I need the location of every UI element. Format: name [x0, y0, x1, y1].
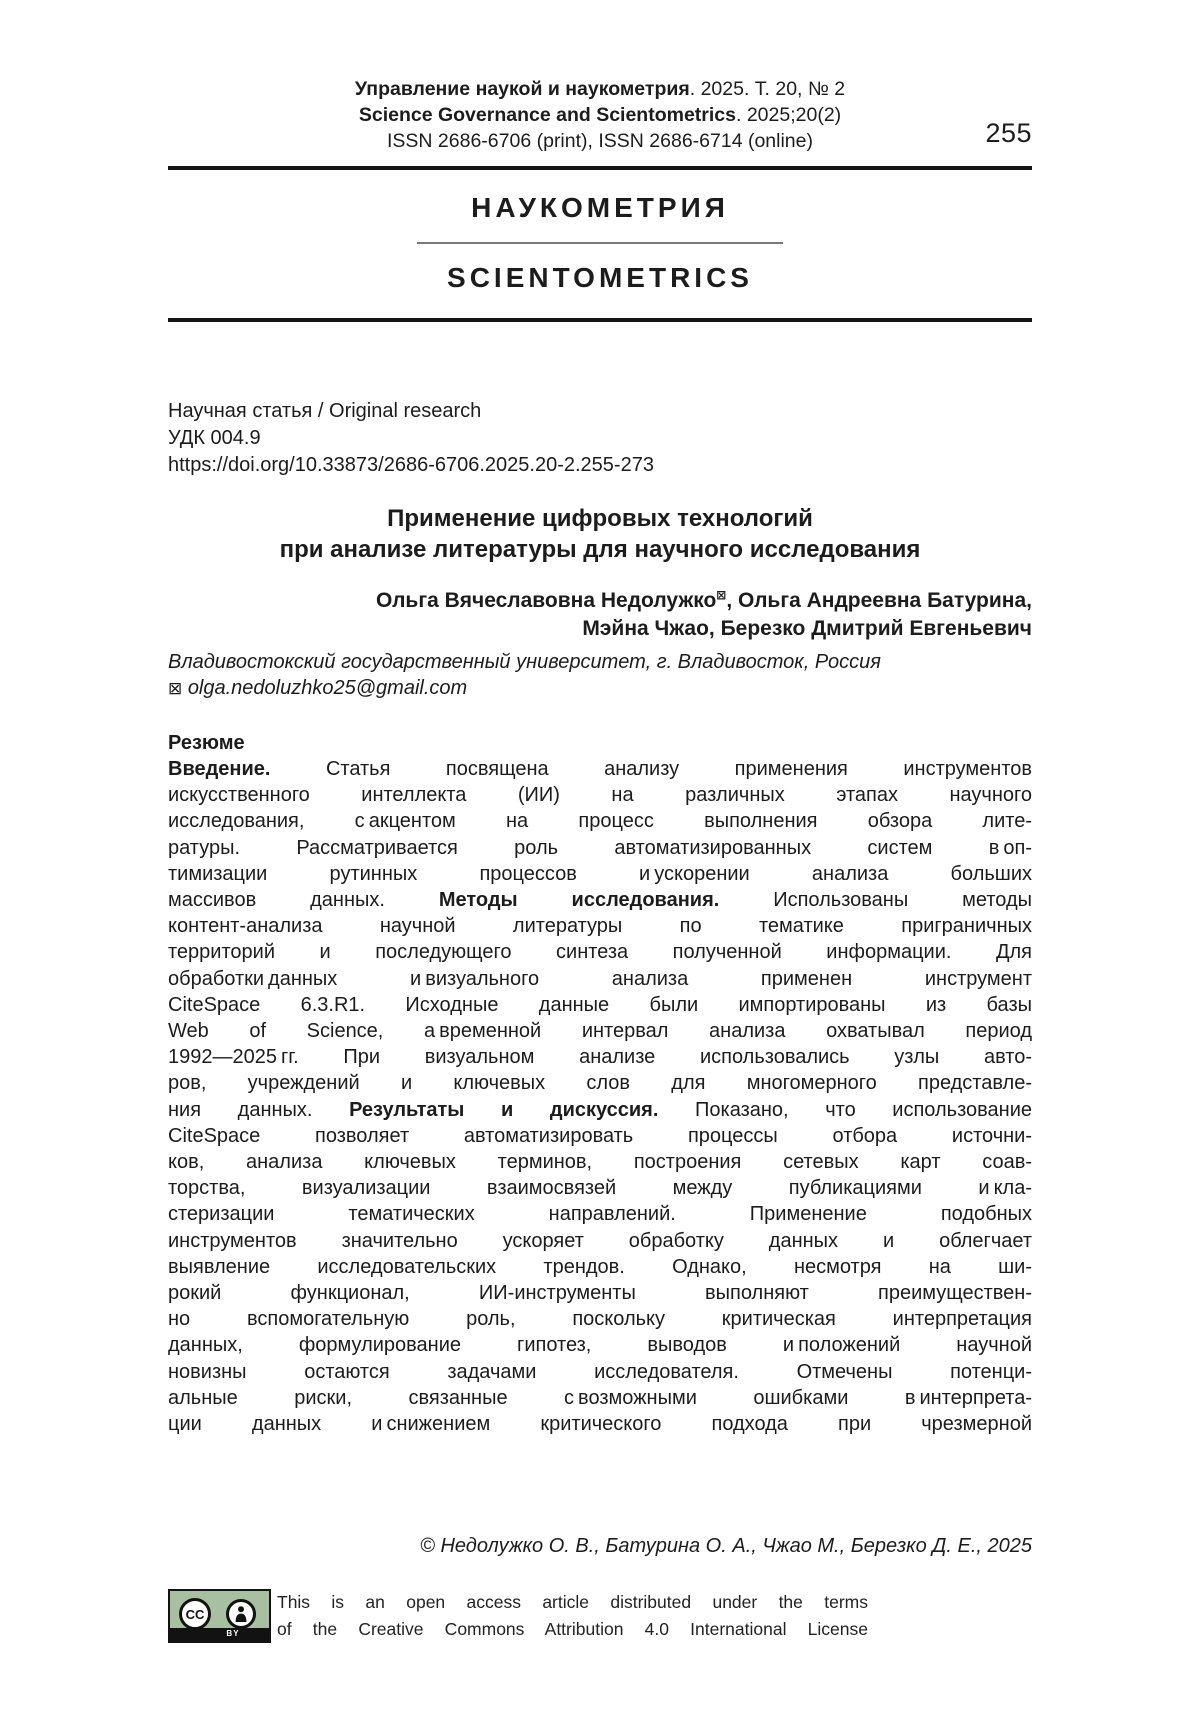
abstract-line: выявление исследовательских трендов. Однако, несмотря на ши-: [168, 1255, 1032, 1278]
attribution-person-icon: [226, 1599, 256, 1629]
license-line: This is an open access article distributed under the terms: [277, 1592, 868, 1613]
cc-by-strip: [170, 1628, 269, 1641]
abstract-line: Web of Science, а временной интервал анализа охватывал период: [168, 1020, 1032, 1043]
abstract-line: территорий и последующего синтеза полученной информации. Для: [168, 941, 1032, 964]
section-divider-line: [417, 242, 783, 244]
abstract-line: тимизации рутинных процессов и ускорении анализа больших: [168, 862, 1032, 885]
abstract-line: рокий функционал, ИИ-инструменты выполняют преимуществен-: [168, 1282, 1032, 1305]
journal-issue-ru: . 2025. Т. 20, № 2: [689, 78, 846, 100]
article-meta: [168, 398, 1032, 479]
article-title-line2: при анализе литературы для научного исследования: [279, 536, 921, 563]
copyright-line: © Недолужко О. В., Батурина О. А., Чжао М., Березко Д. Е., 2025: [420, 1535, 1032, 1558]
corresponding-envelope-icon: ⊠: [716, 588, 727, 602]
affiliation: Владивостокский государственный университет, г. Владивосток, Россия: [168, 651, 881, 673]
corresponding-email-line: [168, 675, 1032, 702]
journal-name-ru: Управление наукой и наукометрия: [354, 78, 690, 100]
page-number: 255: [985, 118, 1032, 148]
doi-link[interactable]: https://doi.org/10.33873/2686-6706.2025.20-2.255-273: [168, 454, 654, 476]
envelope-icon: ⊠: [168, 679, 183, 698]
section-heading-en: SCIENTOMETRICS: [447, 262, 753, 293]
horizontal-rule-bottom: [168, 318, 1032, 322]
abstract-line: торства, визуализации взаимосвязей между публикациями и кла-: [168, 1177, 1032, 1200]
cc-by-license-badge[interactable]: [168, 1589, 271, 1643]
article-title: [168, 503, 1032, 565]
abstract-heading: Резюме: [168, 732, 245, 754]
abstract-line: CiteSpace позволяет автоматизировать процессы отбора источни-: [168, 1124, 1032, 1147]
abstract-line: исследования, с акцентом на процесс выполнения обзора лите-: [168, 810, 1032, 833]
cc-by-label: BY: [226, 1629, 240, 1639]
abstract-line: данных, формулирование гипотез, выводов и положений научной: [168, 1334, 1032, 1357]
license-line: of the Creative Commons Attribution 4.0 International License: [277, 1619, 868, 1640]
journal-issn: ISSN 2686-6706 (print), ISSN 2686-6714 (online): [387, 130, 813, 152]
abstract-line: но вспомогательную роль, поскольку критическая интерпретация: [168, 1308, 1032, 1331]
journal-header: [168, 0, 1032, 154]
abstract-line: 1992—2025 гг. При визуальном анализе использовались узлы авто-: [168, 1046, 1032, 1069]
abstract-line: искусственного интеллекта (ИИ) на различных этапах научного: [168, 784, 1032, 807]
udc-code: УДК 004.9: [168, 427, 261, 449]
abstract-line: ров, учреждений и ключевых слов для многомерного представле-: [168, 1072, 1032, 1095]
abstract-line: ратуры. Рассматривается роль автоматизированных систем в оп-: [168, 836, 1032, 859]
journal-title-en: [168, 102, 1032, 128]
abstract-line: обработки данных и визуального анализа применен инструмент: [168, 967, 1032, 990]
cc-logo-icon: CC: [179, 1598, 211, 1630]
abstract-line: CiteSpace 6.3.R1. Исходные данные были импортированы из базы: [168, 993, 1032, 1016]
abstract-line: Введение. Статья посвящена анализу применения инструментов: [168, 758, 1032, 780]
abstract-line: ния данных. Результаты и дискуссия. Показано, что использование: [168, 1098, 1032, 1121]
license-footer: [168, 1589, 1032, 1643]
license-statement: [277, 1589, 868, 1643]
page-content: [168, 0, 1032, 1643]
authors-line-2: Мэйна Чжао, Березко Дмитрий Евгеньевич: [582, 617, 1032, 640]
journal-issue-en: . 2025;20(2): [736, 104, 842, 126]
author-corresponding: Ольга Вячеславовна Недолужко: [376, 589, 717, 612]
abstract-body: [168, 756, 1032, 1437]
authors-line-1: [168, 587, 1032, 615]
journal-name-en: Science Governance and Scientometrics: [358, 104, 736, 126]
abstract-line: ков, анализа ключевых терминов, построения сетевых карт соав-: [168, 1151, 1032, 1174]
abstract-line: новизны остаются задачами исследователя. Отмечены потенци-: [168, 1360, 1032, 1383]
abstract-line: стеризации тематических направлений. Применение подобных: [168, 1203, 1032, 1226]
abstract-line: инструментов значительно ускоряет обработку данных и облегчает: [168, 1229, 1032, 1252]
abstract-line: массивов данных. Методы исследования. Использованы методы: [168, 889, 1033, 912]
abstract-line: ции данных и снижением критического подхода при чрезмерной: [168, 1413, 1032, 1436]
email-address[interactable]: olga.nedoluzhko25@gmail.com: [187, 677, 468, 699]
section-heading-ru: НАУКОМЕТРИЯ: [471, 192, 729, 223]
abstract-line: контент-анализа научной литературы по тематике приграничных: [168, 915, 1032, 938]
authors-line1-rest: , Ольга Андреевна Батурина,: [726, 589, 1032, 612]
horizontal-rule-top: [168, 166, 1032, 170]
article-type: Научная статья / Original research: [168, 400, 482, 422]
journal-title-ru: [168, 76, 1032, 102]
article-title-line1: Применение цифровых технологий: [387, 505, 813, 532]
authors-block: [168, 587, 1032, 643]
abstract-line: альные риски, связанные с возможными ошибками в интерпрета-: [168, 1386, 1032, 1409]
